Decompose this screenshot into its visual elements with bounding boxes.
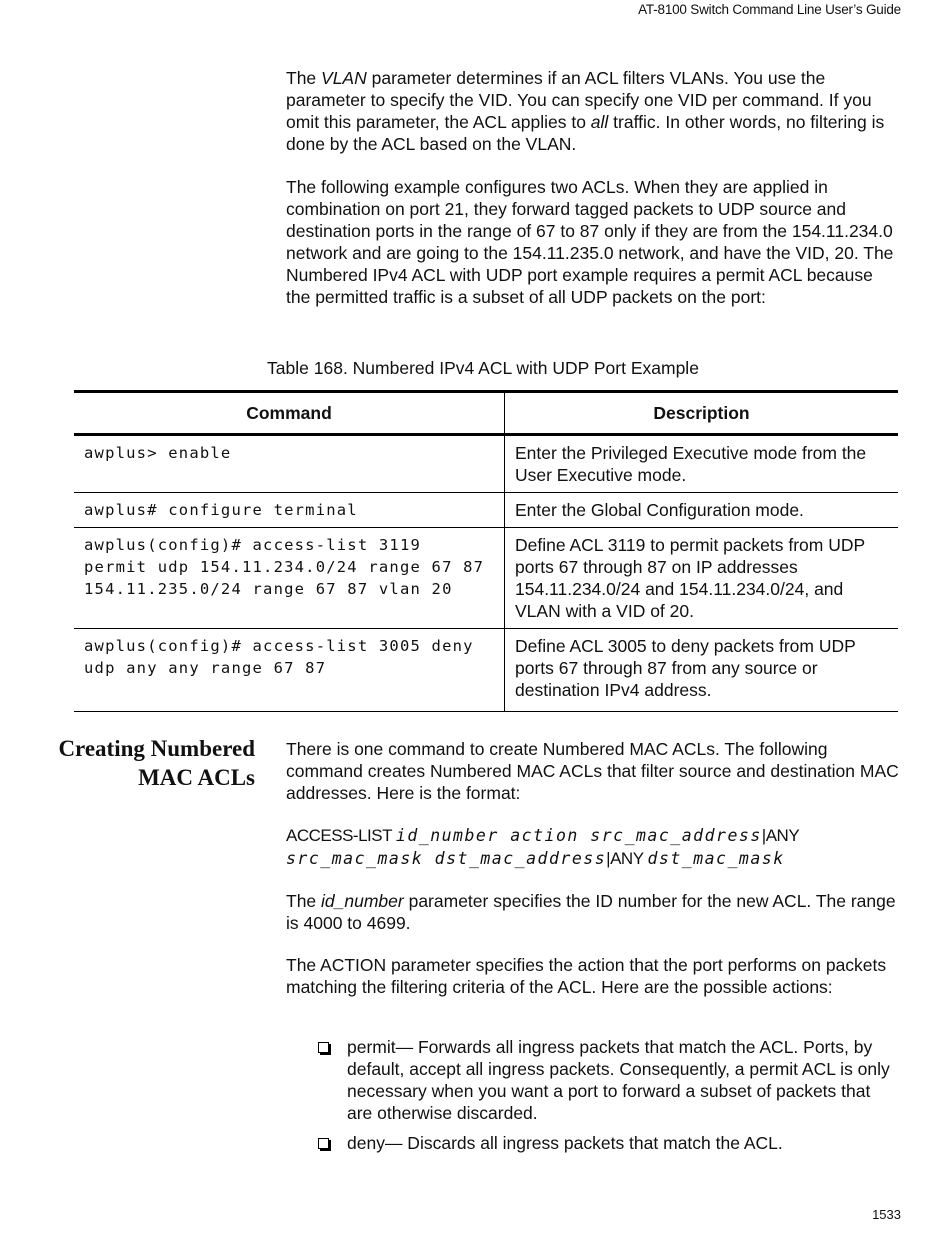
description-cell: Define ACL 3119 to permit packets from UDP ports 67 through 87 on IP addresses 154.11.234.0/24 and 154.11.234.0/24, and VLAN with a VID of 20. — [505, 528, 899, 629]
list-item-text: deny— Discards all ingress packets that match the ACL. — [347, 1133, 783, 1153]
syntax-separator: |ANY — [606, 849, 648, 868]
list-item — [316, 1036, 900, 1124]
all-term: all — [590, 112, 609, 132]
mac-acl-section — [286, 738, 900, 1018]
command-cell: awplus(config)# access-list 3119 permit udp 154.11.234.0/24 range 67 87 154.11.235.0/24 range 67 87 vlan 20 — [74, 528, 505, 629]
syntax-arguments: dst_mac_mask — [647, 849, 785, 868]
list-item-text: permit— Forwards all ingress packets that match the ACL. Ports, by default, accept all ingress packets. Consequently, a permit ACL is only necessary when you want a port to forward a subset of packets that are otherwise discarded. — [347, 1037, 890, 1123]
running-header: AT-8100 Switch Command Line User’s Guide — [638, 2, 901, 17]
checkbox-bullet-icon — [318, 1138, 329, 1149]
example-text: The following example configures two ACLs. When they are applied in combination on port 21, they forward tagged packets to UDP source and destination ports in the range of 67 to 87 only if they are from the 154.11.234.0 network and are going to the 154.11.235.0 network, and have the VID, 20. The Numbered IPv4 ACL with UDP port example requires a permit ACL because the permitted traffic is a subset of all UDP packets on the port: — [286, 177, 894, 307]
checkbox-bullet-icon — [318, 1042, 329, 1053]
command-cell: awplus> enable — [74, 435, 505, 493]
text: parameter specifies the ID number for the new ACL. The range is 4000 to 4699. — [286, 891, 896, 933]
description-cell: Enter the Global Configuration mode. — [505, 493, 899, 528]
text: The — [286, 68, 322, 88]
column-header-description: Description — [505, 392, 899, 435]
table-row — [74, 435, 898, 493]
table-caption: Table 168. Numbered IPv4 ACL with UDP Port Example — [267, 358, 699, 378]
syntax-keyword: ACCESS-LIST — [286, 826, 396, 845]
description-cell: Define ACL 3005 to deny packets from UDP ports 67 through 87 from any source or destination IPv4 address. — [505, 629, 899, 712]
section-heading: Creating Numbered MAC ACLs — [58, 736, 255, 790]
text: traffic. In other words, no filtering is done by the ACL based on the VLAN. — [286, 112, 885, 154]
list-item — [316, 1132, 900, 1154]
table-row — [74, 629, 898, 712]
page-number: 1533 — [872, 1207, 901, 1222]
command-cell: awplus(config)# access-list 3005 deny udp any any range 67 87 — [74, 629, 505, 712]
description-cell: Enter the Privileged Executive mode from the User Executive mode. — [505, 435, 899, 493]
command-table — [74, 390, 898, 712]
id-number-paragraph — [286, 890, 900, 934]
vlan-term: VLAN — [321, 68, 367, 88]
id-number-term: id_number — [321, 891, 404, 911]
table-header-row — [74, 392, 898, 435]
action-paragraph: The ACTION parameter specifies the action that the port performs on packets matching the filtering criteria of the ACL. Here are the possible actions: — [286, 955, 887, 997]
syntax-arguments: src_mac_mask dst_mac_address — [286, 849, 607, 868]
example-paragraph — [286, 176, 900, 308]
actions-list — [316, 1036, 900, 1162]
table-row — [74, 528, 898, 629]
text: The — [286, 891, 322, 911]
table-row — [74, 493, 898, 528]
syntax-separator: |ANY — [761, 826, 800, 845]
syntax-arguments: id_number action src_mac_address — [395, 826, 762, 845]
text: parameter determines if an ACL filters VLANs. You use the parameter to specify the VID. You can specify one VID per command. If you omit this parameter, the ACL applies to — [286, 68, 872, 132]
vlan-parameter-paragraph — [286, 67, 900, 155]
intro-paragraph: There is one command to create Numbered MAC ACLs. The following command creates Numbered MAC ACLs that filter source and destination MAC addresses. Here is the format: — [286, 739, 899, 803]
column-header-command: Command — [74, 392, 505, 435]
command-cell: awplus# configure terminal — [74, 493, 505, 528]
command-syntax — [286, 824, 900, 870]
